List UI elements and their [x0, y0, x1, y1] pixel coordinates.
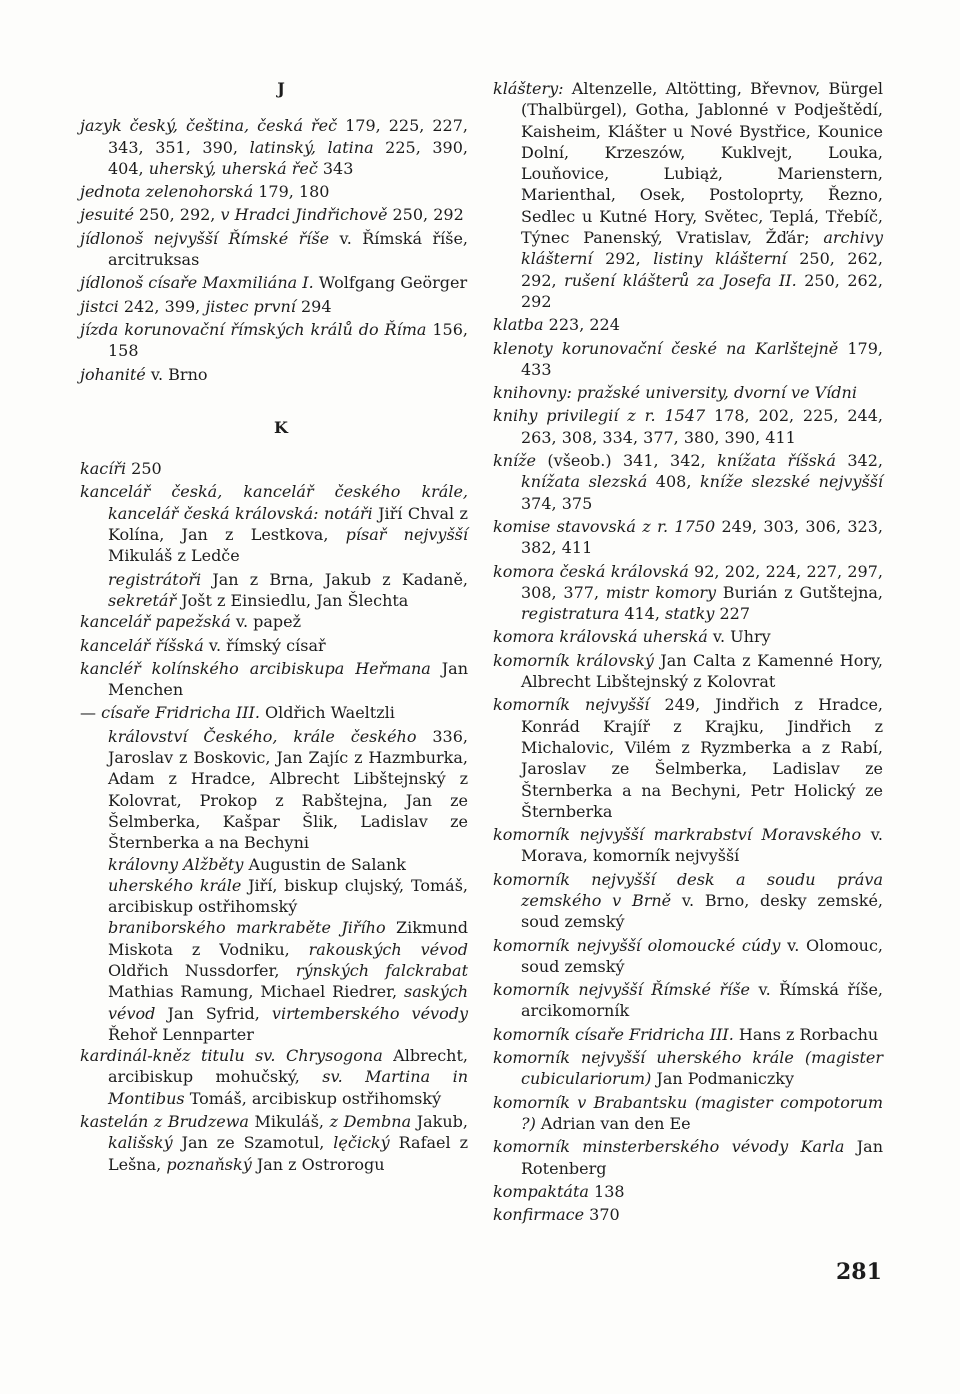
index-entry	[493, 694, 883, 822]
entry-text: komorník nejvyšší olomoucké cúdy	[493, 935, 781, 955]
entry-text: jídlonoš císaře Maxmiliána I.	[80, 273, 314, 293]
entry-text: kancelář říšská	[80, 635, 204, 655]
index-entry	[493, 1024, 883, 1045]
entry-text: 179, 180	[253, 182, 330, 202]
entry-text: kancelář papežská	[80, 612, 231, 632]
entry-text: rakouských vévod	[308, 939, 468, 959]
entry-text: uherského krále	[108, 875, 242, 895]
entry-text: kacíři	[80, 459, 127, 479]
entry-text: jídlonoš nejvyšší Římské říše	[80, 228, 330, 248]
entry-text: knížata říšská	[717, 451, 836, 471]
section-heading-j: J	[277, 79, 285, 98]
index-entry	[493, 78, 883, 312]
index-entry	[493, 1092, 883, 1135]
entry-text: listiny klášterní	[653, 249, 787, 269]
entry-text: registratura	[521, 604, 620, 624]
index-entry	[80, 569, 468, 612]
section-heading-k: K	[274, 417, 288, 437]
index-entry	[493, 516, 883, 559]
entry-text: rušení klášterů za Josefa II.	[564, 270, 797, 290]
right-column	[493, 78, 883, 1227]
entry-text: 138	[588, 1181, 625, 1201]
entry-text: v. papež	[230, 612, 302, 632]
entry-text: registrátoři	[108, 569, 202, 589]
entry-text: —	[80, 703, 102, 723]
index-entry	[80, 635, 468, 656]
entry-text: Řehoř Lennparter	[108, 1024, 254, 1044]
index-entry	[80, 364, 468, 385]
index-entry	[80, 611, 468, 632]
entry-text: Augustin de Salank	[243, 854, 406, 874]
index-entry	[80, 181, 468, 202]
entry-text: v. Brno	[145, 364, 208, 384]
entry-text: kancléř kolínského arcibiskupa Heřmana	[80, 658, 431, 678]
index-entry	[493, 626, 883, 647]
index-entry	[80, 917, 468, 1045]
entry-text: 250, 292	[387, 205, 464, 225]
entry-text: císaře Fridricha III.	[101, 703, 260, 723]
entry-text: sekretář	[108, 590, 177, 610]
entry-text: Altenzelle, Altötting, Břevnov, Bürgel (Thalbürgel), Gotha, Jablonné v Podještědí, Kaisheim, Klášter u Nové Bystřice, Kounice Dolní, Krzeszów, Kuklvejt, Louka, Louňovice, Lubiąż, Marienstern, Marienthal, Osek, Postoloprty, Řezno, Sedlec u Kutné Hory, Světec, Teplá, Třebíč, Týnec Panenský, Vratislav, Žďár;	[521, 79, 883, 248]
index-entry	[80, 726, 468, 854]
entry-text: v. Římská říše, arcikomorník	[521, 980, 883, 1021]
entry-text: království Českého, krále českého	[108, 726, 417, 746]
index-entry	[493, 561, 883, 625]
entry-text: Albrecht, arcibiskup mohučský,	[108, 1046, 468, 1087]
entry-text: komorník minsterberského vévody Karla	[493, 1137, 845, 1157]
entry-text: Mikuláš z Ledče	[108, 546, 240, 566]
index-entry	[493, 314, 883, 335]
entry-text: písař nejvyšší	[345, 525, 468, 545]
entry-text: Oldřich Waeltzli	[259, 703, 395, 723]
entry-text: kníže slezské nejvyšší	[699, 472, 884, 492]
index-entry	[493, 650, 883, 693]
entry-text: 292,	[592, 249, 654, 269]
index-entry	[493, 405, 883, 448]
entry-text: 178, 202, 225, 244, 263, 308, 334, 377, 380, 390, 411	[521, 406, 883, 447]
entry-text: Jošt z Einsiedlu, Jan Šlechta	[176, 590, 409, 610]
entry-text: Mathias Ramung, Michael Riedrer,	[108, 982, 405, 1002]
entry-text: 250, 262, 292	[521, 270, 883, 311]
entry-text: saských vévod	[108, 982, 468, 1023]
index-entry	[80, 702, 468, 723]
entry-text: komora královská uherská	[493, 627, 708, 647]
entry-text: komorník nejvyšší uherského krále (magister cubiculariorum)	[493, 1048, 883, 1089]
entry-text: 179, 225, 227, 343, 351, 390,	[108, 116, 468, 157]
entry-text: virtemberského vévody	[271, 1003, 469, 1023]
index-entry	[80, 1045, 468, 1109]
entry-text: v. Morava, komorník nejvyšší	[521, 825, 884, 866]
index-entry	[493, 1204, 883, 1225]
entry-text: 250, 262, 292,	[521, 249, 884, 290]
entry-text: klenoty korunovační české na Karlštejně	[493, 338, 839, 358]
entry-text: 336, Jaroslav z Boskovic, Jan Zajíc z Hazmburka, Adam z Hradce, Albrecht Libštejnský z Kolovrat, Prokop z Rabštejna, Jan ze Šelmberka, Kašpar Šlik, Ladislav ze Šternberka a na Bechyni	[108, 726, 469, 853]
entry-text: 374, 375	[521, 493, 593, 513]
entry-text: 343	[317, 158, 354, 178]
entry-text: rýnských falckrabat	[295, 960, 469, 980]
entries-j	[80, 115, 468, 385]
entry-text: v Hradci Jindřichově	[220, 205, 388, 225]
entry-text: z Dembna	[329, 1112, 412, 1132]
entry-text: latinský, latina	[249, 137, 374, 157]
entry-text: Jan Podmaniczky	[651, 1069, 794, 1089]
entry-text: knihovny: pražské university, dvorní ve Vídni	[493, 383, 857, 403]
index-entry	[80, 319, 468, 362]
index-entry	[80, 458, 468, 479]
entry-text: komorník nejvyšší	[493, 695, 650, 715]
entry-text: 250, 292,	[133, 205, 221, 225]
entry-text: jistci	[80, 296, 119, 316]
entry-text: Mikuláš,	[248, 1112, 330, 1132]
entry-text: v. římský císař	[203, 635, 326, 655]
entry-text: Jan Rotenberg	[521, 1137, 884, 1178]
entry-text: braniborského markraběte Jiřího	[108, 918, 386, 938]
entry-text: 156, 158	[108, 319, 468, 361]
entry-text: kancelář česká, kancelář českého krále, kancelář česká královská: notáři	[80, 482, 468, 523]
entry-text: jesuité	[80, 205, 134, 225]
entry-text: komorník nejvyšší desk a soudu práva zemského v Brně	[493, 869, 883, 910]
entry-text: kompaktáta	[493, 1181, 589, 1201]
entry-text: komorník nejvyšší markrabství Moravského	[493, 825, 862, 845]
index-entry	[493, 382, 883, 403]
index-entry	[493, 1047, 883, 1090]
entry-text: sv. Martina in Montibus	[108, 1067, 468, 1108]
entry-text: královny Alžběty	[108, 854, 244, 874]
entry-text: 294	[295, 296, 332, 316]
index-entry	[80, 272, 468, 293]
index-entry	[80, 854, 468, 875]
entry-text: komorník v Brabantsku (magister compotorum ?)	[493, 1092, 883, 1133]
entry-text: knihy privilegií z r. 1547	[493, 406, 706, 426]
entry-text: kníže	[493, 451, 537, 471]
entries-right	[493, 78, 883, 1225]
entry-text: komorník královský	[493, 650, 654, 670]
entry-text: 249, Jindřich z Hradce, Konrád Krajíř z Krajku, Jindřich z Michalovic, Vilém z Ryzmberka a z Rabí, Jaroslav ze Šelmberka, Ladislav ze Šternberka a na Bechyni, Petr Holický ze Šternberka	[521, 695, 883, 821]
entry-text: johanité	[80, 364, 146, 384]
entry-text: komise stavovská z r. 1750	[493, 516, 716, 536]
entry-text: (všeob.) 341, 342,	[536, 451, 718, 471]
entry-text: statky	[665, 604, 715, 624]
entry-text: kardinál-kněz titulu sv. Chrysogona	[80, 1046, 383, 1066]
entry-text: 242, 399,	[118, 296, 206, 316]
entry-text: v. Olomouc, soud zemský	[521, 935, 884, 976]
entry-text: Wolfgang Geörger	[313, 273, 468, 293]
entry-text: poznaňský	[166, 1154, 252, 1174]
index-entry	[493, 935, 883, 978]
entry-text: 227	[714, 604, 750, 624]
entry-text: 414,	[619, 604, 666, 624]
entry-text: Jan Syfrid,	[155, 1003, 272, 1023]
entry-text: knížata slezská	[521, 472, 648, 492]
entry-text: Burián z Gutštejna,	[716, 582, 883, 602]
entry-text: jistec první	[205, 296, 296, 316]
entry-text: 408,	[647, 472, 700, 492]
entry-text: 249, 303, 306, 323, 382, 411	[521, 516, 883, 558]
left-column	[80, 78, 468, 1177]
entry-text: Tomáš, arcibiskup ostřihomský	[184, 1088, 442, 1108]
entries-k	[80, 458, 468, 1175]
entry-text: Jan Calta z Kamenné Hory, Albrecht Libštejnský z Kolovrat	[521, 650, 883, 692]
entry-text: kláštery:	[493, 79, 564, 98]
index-entry	[80, 296, 468, 317]
entry-text: Jakub,	[411, 1112, 468, 1132]
entry-text: 179, 433	[521, 338, 883, 379]
index-entry	[80, 875, 468, 918]
index-entry	[493, 979, 883, 1022]
entry-text: komorník císaře Fridricha III.	[493, 1024, 734, 1044]
entry-text: Jan ze Szamotul,	[172, 1133, 334, 1153]
entry-text: v. Římská říše, arcitruksas	[108, 228, 469, 270]
entry-text: archivy klášterní	[521, 228, 883, 269]
entry-text: Jiří Chval z Kolína, Jan z Lestkova,	[108, 503, 468, 545]
index-entry	[80, 115, 468, 179]
index-entry	[493, 450, 883, 514]
entry-text: v. Uhry	[707, 627, 771, 647]
index-entry	[80, 658, 468, 701]
entry-text: Adrian van den Ee	[535, 1113, 691, 1133]
entry-text: kastelán z Brudzewa	[80, 1112, 249, 1132]
entry-text: konfirmace	[493, 1205, 585, 1225]
entry-text: 250	[126, 459, 162, 479]
entry-text: lęčický	[333, 1133, 390, 1153]
entry-text: Jiří, biskup clujský, Tomáš, arcibiskup ostřihomský	[108, 875, 469, 917]
index-entry	[80, 228, 468, 271]
entry-text: Hans z Rorbachu	[733, 1024, 879, 1044]
entry-text: jízda korunovační římských králů do Říma	[80, 319, 427, 339]
entry-text: komorník nejvyšší Římské říše	[493, 980, 750, 1000]
index-entry	[493, 1136, 883, 1179]
entry-text: mistr komory	[605, 582, 717, 602]
index-entry	[493, 824, 883, 867]
entry-text: 342,	[835, 451, 884, 471]
index-entry	[80, 204, 468, 225]
entry-text: v. Brno, desky zemské, soud zemský	[521, 890, 883, 932]
entry-text: jednota zelenohorská	[80, 182, 254, 202]
entry-text: jazyk český, čeština, česká řeč	[80, 116, 338, 136]
entry-text: Zikmund Miskota z Vodniku,	[108, 918, 468, 959]
entry-text: kališský	[108, 1133, 173, 1153]
entry-text: Jan z Brna, Jakub z Kadaně,	[201, 569, 468, 589]
entry-text: 225, 390, 404,	[108, 137, 468, 178]
entry-text: 370	[584, 1205, 620, 1225]
entry-text: 223, 224	[543, 315, 620, 335]
index-entry	[493, 1181, 883, 1202]
page-number: 281	[836, 1259, 882, 1285]
entry-text: Jan Menchen	[108, 658, 468, 700]
entry-text: klatba	[493, 315, 544, 335]
index-entry	[493, 869, 883, 933]
index-entry	[493, 338, 883, 381]
entry-text: Jan z Ostrorogu	[251, 1154, 385, 1174]
entry-text: 92, 202, 224, 227, 297, 308, 377,	[521, 561, 884, 602]
index-entry	[80, 1111, 468, 1175]
entry-text: Oldřich Nussdorfer,	[108, 960, 296, 980]
entry-text: Rafael z Lešna,	[108, 1133, 469, 1174]
entry-text: komora česká královská	[493, 561, 689, 581]
index-entry	[80, 481, 468, 566]
entry-text: uherský, uherská řeč	[148, 158, 318, 178]
